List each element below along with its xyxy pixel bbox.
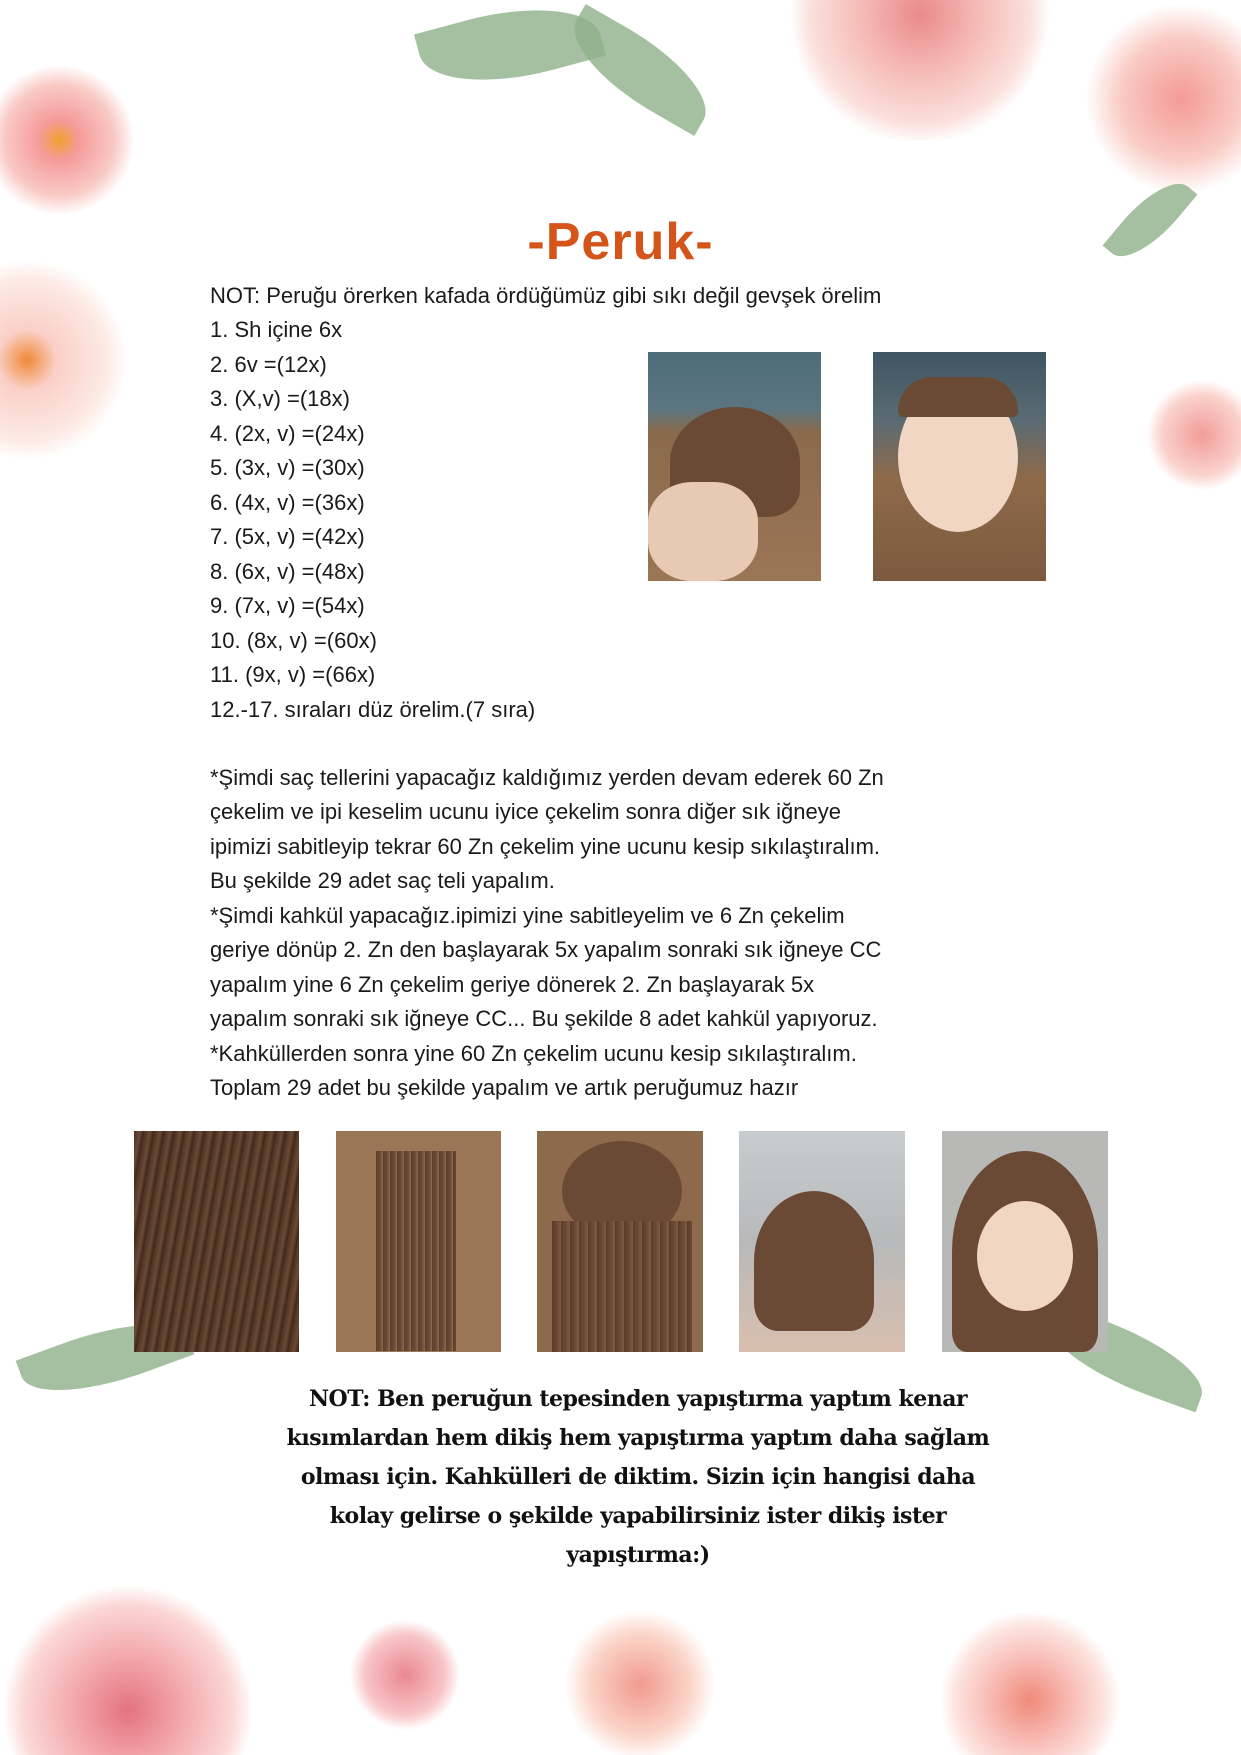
row-item: 11. (9x, v) =(66x) [210,662,376,687]
rose-top-right [770,0,1070,140]
paragraph-line: Toplam 29 adet bu şekilde yapalım ve artık peruğumuz hazır [210,1075,799,1100]
leaf-top2 [556,4,725,136]
hair-strands-shape [376,1151,456,1351]
doll-face-shape [977,1201,1073,1311]
flower-right [1111,360,1241,510]
flower-bottom-mid [330,1600,480,1750]
row-item: 5. (3x, v) =(30x) [210,455,365,480]
hair-strands-shape [552,1221,692,1352]
flower-bottom-right [880,1600,1180,1755]
photo-wig-cap-with-strands [537,1131,703,1352]
row-item: 9. (7x, v) =(54x) [210,593,365,618]
row-item: 1. Sh içine 6x [210,317,343,342]
row-item: 2. 6v =(12x) [210,352,327,377]
photo-doll-head-with-cap [873,352,1046,581]
row-item: 6. (4x, v) =(36x) [210,490,365,515]
row-item: 12.-17. sıraları düz örelim.(7 sıra) [210,697,536,722]
flower-top-right-corner [1041,0,1241,220]
bottom-note [240,1380,1036,1575]
row-item: 3. (X,v) =(18x) [210,386,350,411]
photo-wig-held [739,1131,905,1352]
photo-hair-strands-inside [134,1131,299,1352]
paragraph-line: yapalım yine 6 Zn çekelim geriye dönerek 2. Zn başlayarak 5x [210,972,815,997]
paragraph-line: *Şimdi kahkül yapacağız.ipimizi yine sabitleyelim ve 6 Zn çekelim [210,903,845,928]
paragraph-line: Bu şekilde 29 adet saç teli yapalım. [210,868,555,893]
row-item: 10. (8x, v) =(60x) [210,628,377,653]
intro-note: NOT: Peruğu örerken kafada ördüğümüz gibi sıkı değil gevşek örelim [210,283,882,308]
photo-wig-on-floor [336,1131,501,1352]
wig-shape [754,1191,874,1331]
bottom-note-line: kolay gelirse o şekilde yapabilirsiniz ister dikiş ister [329,1503,947,1529]
paragraph-line: *Şimdi saç tellerini yapacağız kaldığımız yerden devam ederek 60 Zn [210,765,884,790]
rose-bottom-left [0,1575,320,1755]
photo-wig-cap-in-hand [648,352,821,581]
paragraph-line: geriye dönüp 2. Zn den başlayarak 5x yapalım sonraki sık iğneye CC [210,937,882,962]
paragraph-line: *Kahküllerden sonra yine 60 Zn çekelim ucunu kesip sıkılaştıralım. [210,1041,857,1066]
bottom-note-line: yapıştırma:) [566,1542,710,1568]
page-title: -Peruk- [527,213,714,271]
row-item: 8. (6x, v) =(48x) [210,559,365,584]
paragraph-line: çekelim ve ipi keselim ucunu iyice çekelim sonra diğer sık iğneye [210,799,841,824]
flower-bottom-center [540,1580,740,1755]
row-item: 7. (5x, v) =(42x) [210,524,365,549]
paragraph-line: yapalım sonraki sık iğneye CC... Bu şekilde 8 adet kahkül yapıyoruz. [210,1006,878,1031]
row-item: 4. (2x, v) =(24x) [210,421,365,446]
cap-shape [898,377,1018,417]
hand-shape [648,482,758,581]
bottom-note-line: kısımlardan hem dikiş hem yapıştırma yaptım daha sağlam [286,1425,990,1451]
bottom-note-line: olması için. Kahkülleri de diktim. Sizin için hangisi daha [300,1464,976,1490]
leaf-top [414,0,606,102]
bottom-note-line: NOT: Ben peruğun tepesinden yapıştırma yaptım kenar [308,1386,968,1412]
flower-top-left [0,40,170,240]
photo-doll-with-wig [942,1131,1108,1352]
paragraph-line: ipimizi sabitleyip tekrar 60 Zn çekelim yine ucunu kesip sıkılaştıralım. [210,834,881,859]
